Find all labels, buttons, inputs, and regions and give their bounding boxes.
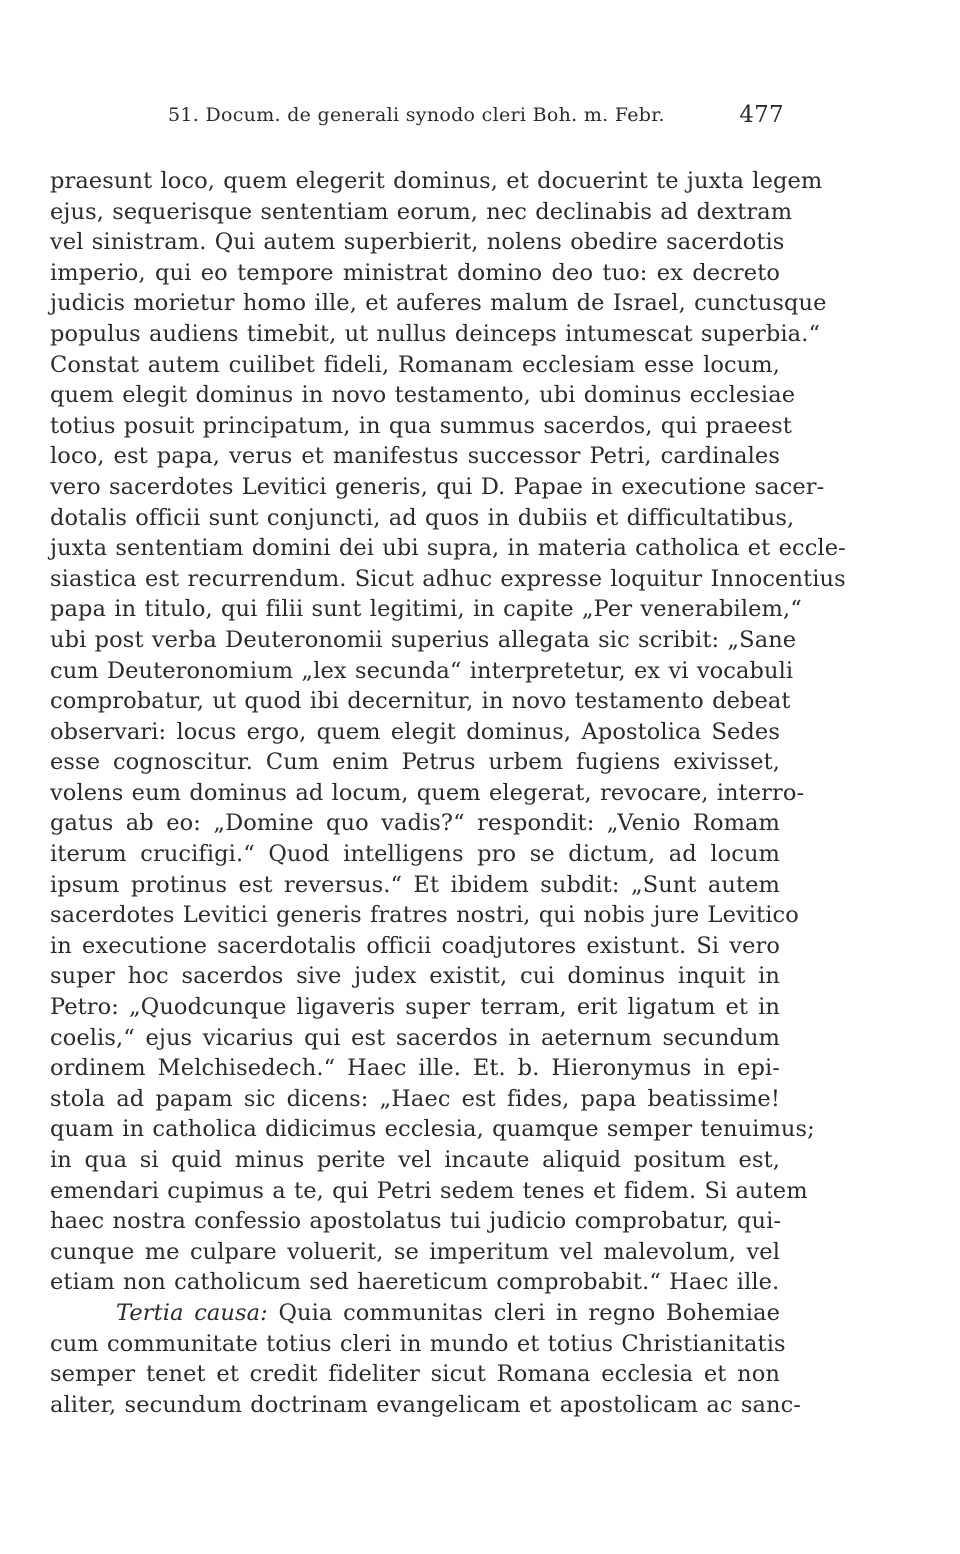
text-line: imperio, qui eo tempore ministrat domino deo tuo: ex decreto: [50, 259, 780, 286]
text-line: esse cognoscitur. Cum enim Petrus urbem fugiens exivisset,: [50, 749, 780, 776]
text-line: etiam non catholicum sed haereticum comprobabit.“ Haec ille.: [50, 1269, 780, 1296]
text-line: cum communitate totius cleri in mundo et totius Christianitatis: [50, 1330, 786, 1357]
text-line: in qua si quid minus perite vel incaute aliquid positum est,: [50, 1147, 780, 1173]
text-line: coelis,“ ejus vicarius qui est sacerdos in aeternum secundum: [50, 1024, 780, 1051]
text-line: totius posuit principatum, in qua summus sacerdos, qui praeest: [50, 412, 792, 439]
text-line: emendari cupimus a te, qui Petri sedem tenes et fidem. Si autem: [50, 1177, 808, 1204]
text-line: juxta sententiam domini dei ubi supra, in materia catholica et eccle-: [50, 535, 846, 562]
text-line: cunque me culpare voluerit, se imperitum vel malevolum, vel: [50, 1238, 780, 1265]
page-number: 477: [739, 102, 784, 128]
text-line: iterum crucifigi.“ Quod intelligens pro se dictum, ad locum: [50, 841, 780, 868]
text-line: ubi post verba Deuteronomii superius allegata sic scribit: „Sane: [50, 626, 797, 653]
text-line: haec nostra confessio apostolatus tui judicio comprobatur, qui-: [50, 1208, 782, 1235]
text-line: quam in catholica didicimus ecclesia, quamque semper tenuimus;: [50, 1116, 815, 1143]
paragraph-first-line: [50, 1298, 780, 1329]
running-head-title: 51. Docum. de generali synodo cleri Boh. m. Febr.: [168, 104, 665, 126]
text-line: stola ad papam sic dicens: „Haec est fides, papa beatissime!: [50, 1085, 780, 1112]
running-head: [168, 104, 788, 134]
text-line: ipsum protinus est reversus.“ Et ibidem subdit: „Sunt autem: [50, 871, 780, 898]
text-line: papa in titulo, qui filii sunt legitimi, in capite „Per venerabilem,“: [50, 596, 802, 623]
text-line: gatus ab eo: „Domine quo vadis?“ respondit: „Venio Romam: [50, 810, 780, 837]
text-line: vero sacerdotes Levitici generis, qui D. Papae in executione sacer-: [50, 473, 825, 500]
text-line: judicis morietur homo ille, et auferes malum de Israel, cunctusque: [50, 290, 827, 317]
body-text: [50, 166, 846, 1420]
first-line-rest: Quia communitas cleri in regno Bohemiae: [267, 1299, 781, 1326]
text-line: semper tenet et credit fideliter sicut Romana ecclesia et non: [50, 1361, 780, 1388]
text-line: vel sinistram. Qui autem superbierit, nolens obedire sacerdotis: [50, 229, 785, 256]
text-line: loco, est papa, verus et manifestus successor Petri, cardinales: [50, 443, 780, 470]
text-line: sacerdotes Levitici generis fratres nostri, qui nobis jure Levitico: [50, 902, 799, 929]
text-line: aliter, secundum doctrinam evangelicam et apostolicam ac sanc-: [50, 1391, 801, 1418]
text-line: comprobatur, ut quod ibi decernitur, in novo testamento debeat: [50, 688, 791, 715]
text-line: observari: locus ergo, quem elegit dominus, Apostolica Sedes: [50, 718, 780, 745]
text-line: praesunt loco, quem elegerit dominus, et docuerint te juxta legem: [50, 168, 823, 194]
text-line: super hoc sacerdos sive judex existit, cui dominus inquit in: [50, 963, 780, 990]
text-line: in executione sacerdotalis officii coadjutores existunt. Si vero: [50, 932, 780, 959]
text-line: populus audiens timebit, ut nullus deinceps intumescat superbia.“: [50, 320, 821, 347]
text-line: cum Deuteronomium „lex secunda“ interpretetur, ex vi vocabuli: [50, 657, 794, 684]
italic-lead: Tertia causa:: [116, 1299, 268, 1326]
text-line: ordinem Melchisedech.“ Haec ille. Et. b. Hieronymus in epi-: [50, 1055, 780, 1082]
text-line: dotalis officii sunt conjuncti, ad quos in dubiis et difficultatibus,: [50, 504, 795, 531]
text-line: siastica est recurrendum. Sicut adhuc expresse loquitur Innocentius: [50, 565, 846, 592]
text-line: Constat autem cuilibet fideli, Romanam ecclesiam esse locum,: [50, 351, 780, 378]
text-line: ejus, sequerisque sententiam eorum, nec declinabis ad dextram: [50, 198, 793, 225]
text-line: volens eum dominus ad locum, quem elegerat, revocare, interro-: [50, 779, 805, 806]
text-line: quem elegit dominus in novo testamento, ubi dominus ecclesiae: [50, 382, 796, 409]
text-line: Petro: „Quodcunque ligaveris super terram, erit ligatum et in: [50, 994, 780, 1021]
